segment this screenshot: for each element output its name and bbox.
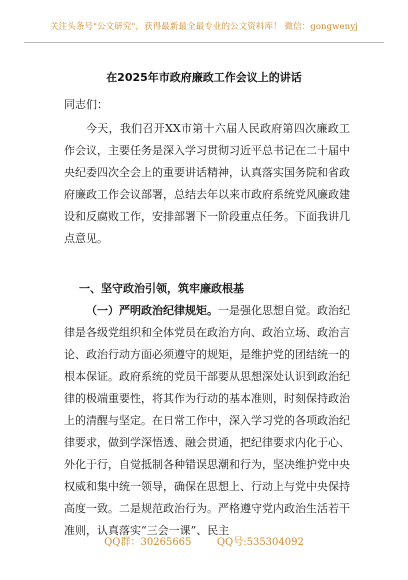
document-title: 在2025年市政府廉政工作会议上的讲话 bbox=[106, 71, 302, 84]
intro-paragraph: 今天，我们召开XX市第十六届人民政府第四次廉政工作会议，主要任务是深入学习贯彻习近平总书记在二十届中央纪委四次全会上的重要讲话精神，认真落实国务院和省政府廉政工作会议部署，总结去年以来市政府系统党风廉政建设和反腐败工作，安排部署下一阶段重点任务。下面我讲几点意见。 bbox=[64, 122, 350, 245]
footer-note: QQ群：30265665 QQ号:535304092 bbox=[104, 537, 304, 548]
body-paragraph bbox=[64, 300, 350, 537]
header-divider bbox=[24, 42, 384, 43]
body-text: 一是强化思想自觉。政治纪律是各级党组织和全体党员在政治方向、政治立场、政治言论、政治行动方面必须遵守的规矩，是维护党的团结统一的根本保证。政府系统的党员干部要从思想深处认识到政治纪律的极端重要性，将其作为行动的基本准则，时刻保持政治上的清醒与坚定。在日常工作中，深入学习党的各项政治纪律要求，做到学深悟透、融会贯通，把纪律要求内化于心、外化于行，自觉抵制各种错误思潮和行为，坚决维护党中央权威和集中统一领导，确保在思想上、行动上与党中央保持高度一致。二是规范政治行为。严格遵守党内政治生活若干准则，认真落实“三会一课”、民主 bbox=[64, 304, 350, 537]
subheading: （一）严明政治纪律规矩。 bbox=[86, 304, 218, 317]
header-note: 关注头条号"公文研究"，获得最新最全最专业的公文资料库！ 微信：gongwenyj bbox=[50, 22, 358, 32]
salutation: 同志们： bbox=[64, 98, 108, 111]
section-heading: 一、坚守政治引领，筑牢廉政根基 bbox=[79, 282, 244, 295]
